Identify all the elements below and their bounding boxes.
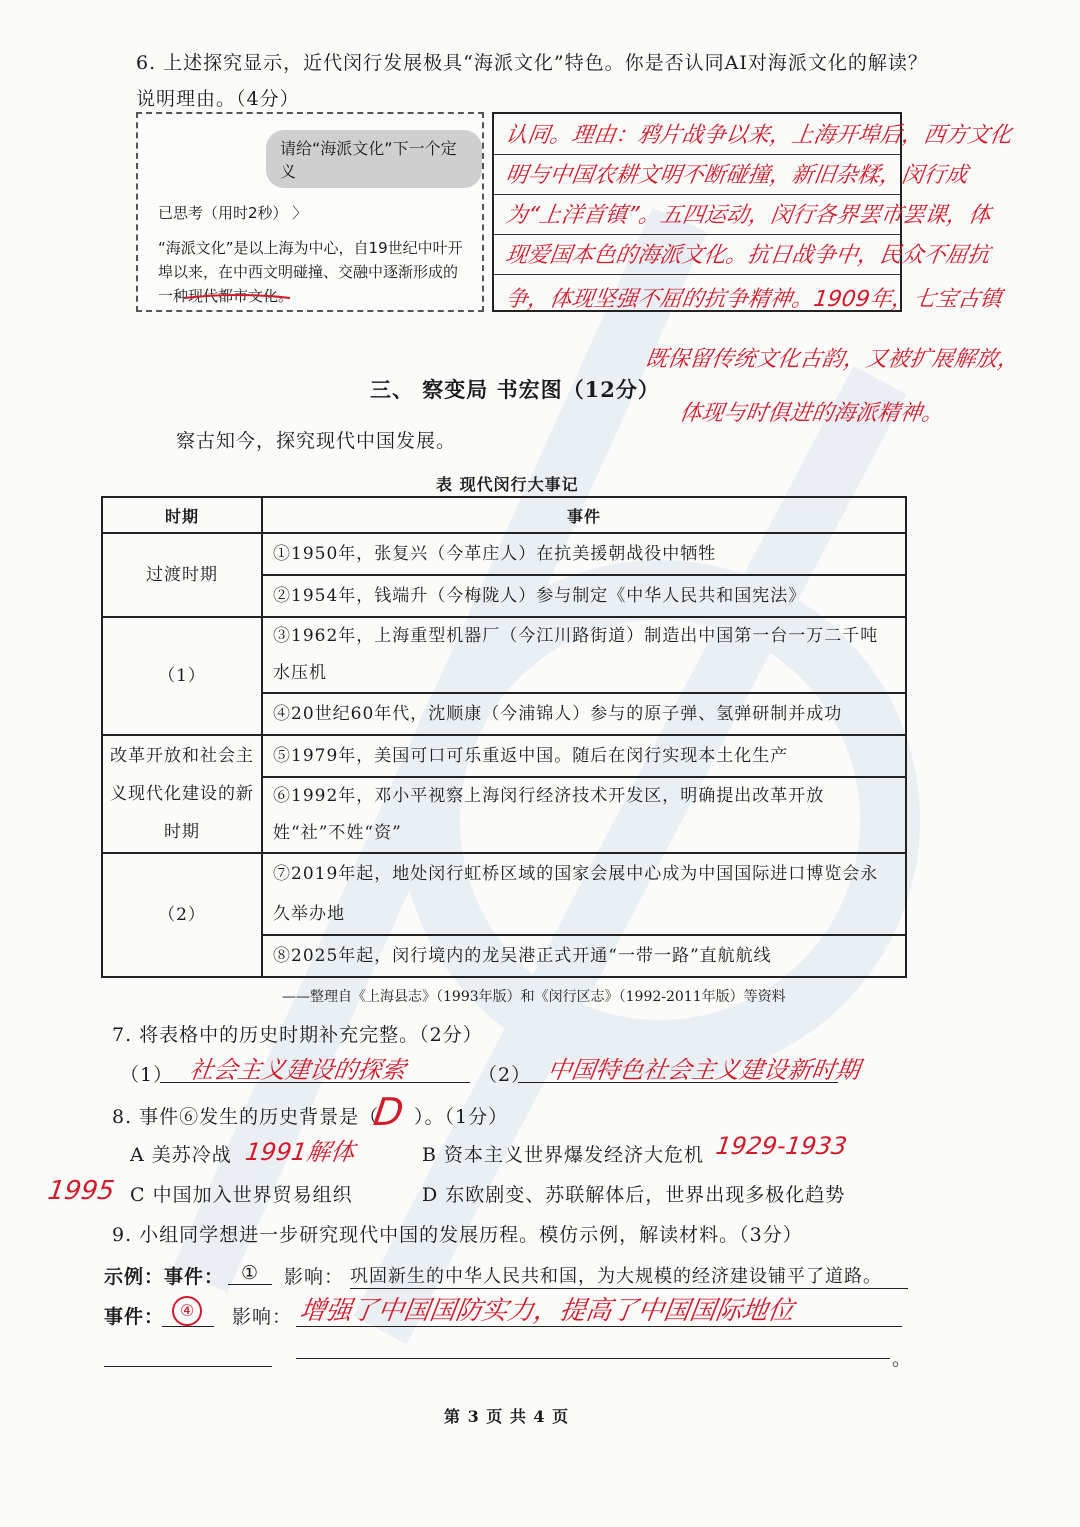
q6-answer-line7: 体现与时俱进的海派精神。: [677, 401, 946, 426]
event-cell: ⑤1979年，美国可口可乐重返中国。随后在闵行实现本土化生产: [262, 735, 906, 777]
q6-answer-line1: 认同。理由：鸦片战争以来，上海开埠后，西方文化: [503, 123, 1014, 148]
ai-definition-text: “海派文化”是以上海为中心，自19世纪中叶开埠以来，在中西文明碰撞、交融中逐渐形成的一种现代都市文化。: [158, 239, 463, 305]
ai-answer-card: [136, 112, 484, 312]
period-cell: （2）: [102, 853, 262, 977]
q6-stem-line2: 说明理由。（4分）: [136, 88, 300, 110]
q7-answer-1: 社会主义建设的探索: [187, 1056, 408, 1084]
q9-example-event: ①: [228, 1262, 272, 1285]
event-cell: ⑥1992年，邓小平视察上海闵行经济技术开发区，明确提出改革开放姓“社”不姓“资”: [262, 777, 906, 853]
q9-impact-label: 影响：: [232, 1306, 293, 1328]
table-header-period: 时期: [102, 497, 262, 533]
q6-answer-line3: 为“上洋首镇”。五四运动，闵行各界罢市罢课，体: [503, 203, 993, 228]
q9-example-label: 示例：事件：: [104, 1266, 225, 1288]
q9-answer-impact: 增强了中国国防实力，提高了中国国际地位: [297, 1296, 796, 1326]
q9-stem: 9. 小组同学想进一步研究现代中国的发展历程。模仿示例，解读材料。（3分）: [112, 1224, 803, 1246]
section-title: 三、 察变局 书宏图（12分）: [370, 377, 660, 402]
section-intro: 察古知今，探究现代中国发展。: [176, 430, 457, 452]
event-cell: ①1950年，张复兴（今革庄人）在抗美援朝战役中牺牲: [262, 533, 906, 575]
period-cell: 改革开放和社会主义现代化建设的新时期: [102, 735, 262, 853]
q9-event-blank: [162, 1326, 214, 1327]
event-cell: ④20世纪60年代，沈顺康（今浦锦人）参与的原子弹、氢弹研制并成功: [262, 693, 906, 735]
q8-option-d: D 东欧剧变、苏联解体后，世界出现多极化趋势: [422, 1184, 846, 1206]
q8-option-a: A 美苏冷战: [130, 1144, 232, 1166]
q9-event-label: 事件：: [104, 1306, 165, 1328]
q8-stem-b: ）。（1分）: [414, 1106, 509, 1128]
page-number: 第 3 页 共 4 页: [444, 1407, 570, 1426]
q8-note-c: 1995: [45, 1176, 117, 1206]
q7-label-2: （2）: [478, 1064, 532, 1086]
q6-answer-line5: 争，体现坚强不屈的抗争精神。1909年，七宝古镇: [503, 287, 1004, 312]
q7-stem: 7. 将表格中的历史时期补充完整。（2分）: [112, 1024, 483, 1046]
q7-label-1: （1）: [120, 1064, 174, 1086]
q6-stem-line1: 6. 上述探究显示，近代闵行发展极具“海派文化”特色。你是否认同AI对海派文化的解读？: [136, 52, 928, 74]
q7-answer-2: 中国特色社会主义建设新时期: [545, 1056, 862, 1084]
q8-note-b: 1929-1933: [714, 1132, 849, 1160]
q9-end-mark: 。: [892, 1348, 913, 1370]
table-caption: 表 现代闵行大事记: [436, 475, 579, 494]
q6-answer-line2: 明与中国农耕文明不断碰撞，新旧杂糅，闵行成: [503, 163, 970, 188]
ai-thinking-status: 已思考（用时2秒） 〉: [158, 204, 308, 222]
red-underline-mark: [182, 290, 292, 304]
table-header-event: 事件: [262, 497, 906, 533]
q8-stem-a: 8. 事件⑥发生的历史背景是（: [112, 1106, 380, 1128]
q9-blank-line-left: [104, 1366, 272, 1367]
q6-answer-line6: 既保留传统文化古韵，又被扩展解放，: [643, 347, 1022, 372]
q8-option-b: B 资本主义世界爆发经济大危机: [422, 1144, 705, 1166]
q9-answer-event: ④: [172, 1296, 202, 1326]
q8-option-c: C 中国加入世界贸易组织: [130, 1184, 353, 1206]
q9-example-impact-label: 影响：: [284, 1266, 345, 1288]
period-cell: 过渡时期: [102, 533, 262, 617]
period-cell: （1）: [102, 617, 262, 735]
events-table: [101, 496, 907, 978]
event-cell: ③1962年，上海重型机器厂（今江川路街道）制造出中国第一台一万二千吨水压机: [262, 617, 906, 693]
event-cell: ⑧2025年起，闵行境内的龙吴港正式开通“一带一路”直航航线: [262, 935, 906, 977]
q9-example-impact: 巩固新生的中华人民共和国，为大规模的经济建设铺平了道路。: [350, 1262, 908, 1289]
event-cell: ⑦2019年起，地处闵行虹桥区域的国家会展中心成为中国国际进口博览会永久举办地: [262, 853, 906, 935]
q8-answer: D: [370, 1090, 407, 1134]
event-cell: ②1954年，钱端升（今梅陇人）参与制定《中华人民共和国宪法》: [262, 575, 906, 617]
q8-note-a: 1991解体: [243, 1138, 357, 1166]
ai-prompt-bubble: 请给“海派文化”下一个定义: [266, 130, 482, 188]
q6-answer-line4: 现爱国本色的海派文化。抗日战争中，民众不屈抗: [503, 243, 992, 268]
q9-blank-line-right: [296, 1358, 890, 1359]
table-source: ——整理自《上海县志》（1993年版）和《闵行区志》（1992-2011年版）等资料: [282, 989, 786, 1005]
